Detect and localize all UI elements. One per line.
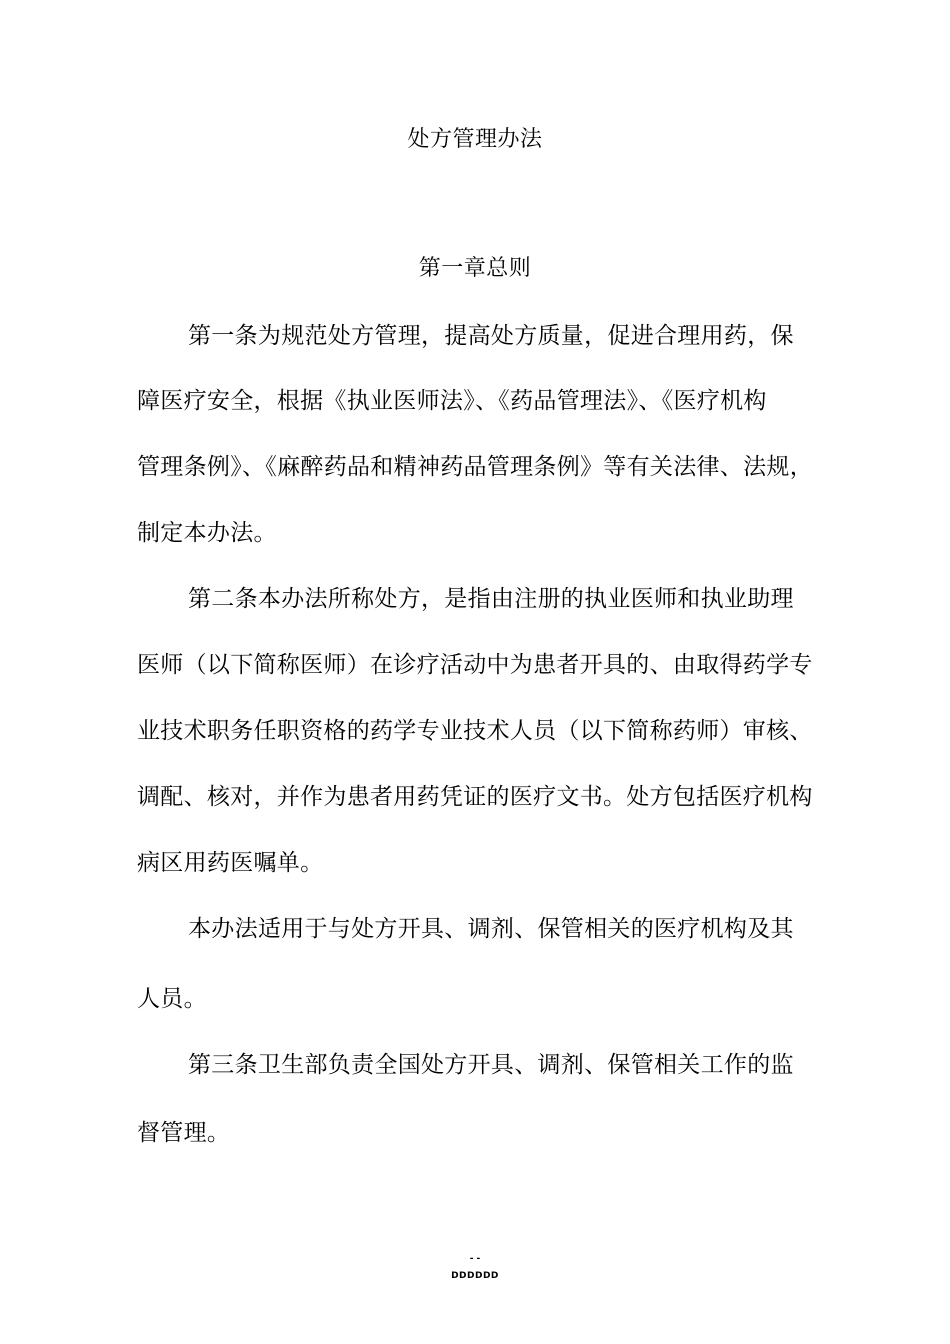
footer-text: DDDDDD	[451, 1271, 499, 1281]
paragraph-line: 第三条卫生部负责全国处方开具、调剂、保管相关工作的监	[188, 1052, 794, 1078]
paragraph-line: 医师（以下简称医师）在诊疗活动中为患者开具的、由取得药学专	[137, 652, 813, 678]
paragraph-line: 障医疗安全，根据《执业医师法》、《药品管理法》、《医疗机构	[137, 388, 767, 414]
footer-dots: - -	[469, 1254, 481, 1264]
paragraph-line: 第一条为规范处方管理，提高处方质量，促进合理用药，保	[188, 323, 794, 349]
document-title: 处方管理办法	[407, 127, 543, 152]
paragraph-line: 督管理。	[137, 1120, 231, 1146]
paragraph-line: 制定本办法。	[137, 520, 277, 546]
paragraph-line: 管理条例》、《麻醉药品和精神药品管理条例》等有关法律、法规，	[137, 454, 813, 480]
paragraph-line: 调配、核对，并作为患者用药凭证的医疗文书。处方包括医疗机构	[137, 784, 813, 810]
paragraph-line: 人员。	[137, 986, 207, 1012]
paragraph-line: 病区用药医嘱单。	[137, 850, 324, 876]
paragraph-line: 本办法适用于与处方开具、调剂、保管相关的医疗机构及其	[188, 916, 794, 942]
chapter-title: 第一章总则	[418, 256, 532, 281]
paragraph-line: 第二条本办法所称处方，是指由注册的执业医师和执业助理	[188, 586, 794, 612]
paragraph-line: 业技术职务任职资格的药学专业技术人员（以下简称药师）审核、	[137, 718, 813, 744]
